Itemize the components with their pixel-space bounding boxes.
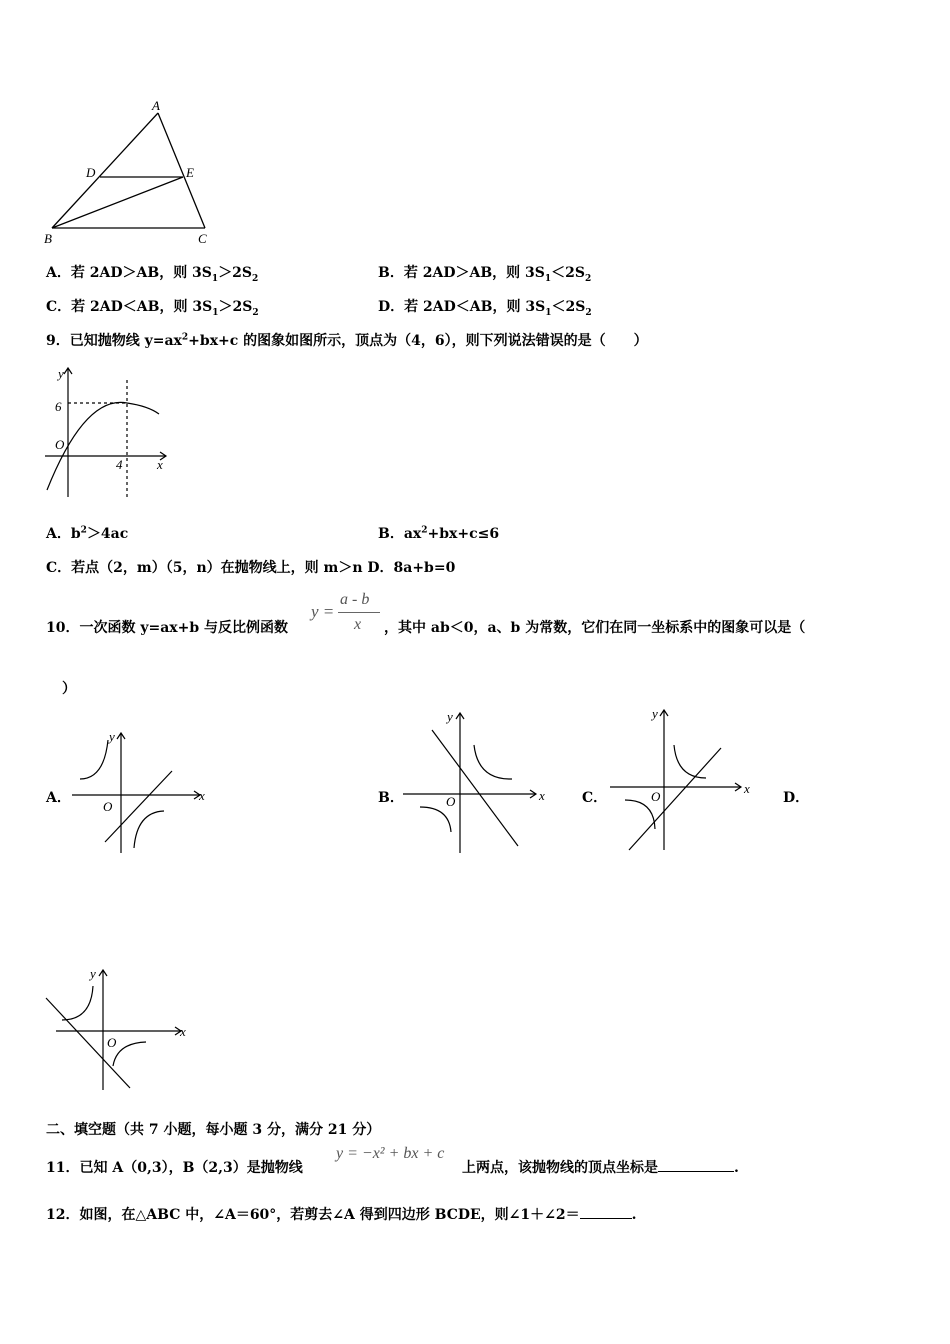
q12-answer-blank[interactable] bbox=[580, 1218, 632, 1219]
svg-text:O: O bbox=[103, 799, 113, 814]
q10-frac-denominator: x bbox=[354, 616, 362, 633]
label-c: C bbox=[198, 231, 207, 246]
q11-answer-blank[interactable] bbox=[658, 1171, 734, 1172]
label-e: E bbox=[186, 165, 194, 180]
graph-d-line bbox=[46, 998, 130, 1088]
svg-text:x: x bbox=[539, 788, 545, 803]
q11-formula: y = −x² + bx + c bbox=[336, 1145, 445, 1162]
q10-stem-post: ，其中 ab＜0，a、b 为常数，它们在同一坐标系中的图象可以是（ bbox=[384, 620, 806, 636]
graph-four-label: 4 bbox=[116, 457, 123, 472]
q8-option-a: A．若 2AD＞AB，则 $3S_1>2S_2$ bbox=[46, 265, 259, 284]
q10-option-b-label: B． bbox=[378, 790, 404, 806]
graph-x-label: x bbox=[157, 457, 163, 472]
svg-text:x: x bbox=[180, 1024, 186, 1039]
svg-text:y: y bbox=[109, 729, 115, 744]
label-d: D bbox=[86, 165, 96, 180]
q11-stem-pre: 11．已知 A（0,3），B（2,3）是抛物线 bbox=[46, 1160, 303, 1176]
q12-stem: 12．如图，在△ABC 中，∠A＝60°，若剪去∠A 得到四边形 BCDE，则∠1＋∠2＝ . bbox=[46, 1207, 637, 1223]
q10-option-c-label: C． bbox=[582, 790, 608, 806]
label-b: B bbox=[44, 231, 52, 246]
q8-option-b: B．若 2AD＞AB，则 $3S_1<2S_2$ bbox=[378, 265, 592, 284]
q10-frac-numerator: a - b bbox=[340, 591, 370, 608]
svg-text:x: x bbox=[744, 781, 750, 796]
svg-text:x: x bbox=[199, 788, 205, 803]
svg-text:O: O bbox=[651, 789, 661, 804]
q11-stem-post: 上两点，该抛物线的顶点坐标是 . bbox=[462, 1160, 739, 1176]
q10-frac-lhs: y = bbox=[311, 602, 335, 621]
q9-stem: 9．已知抛物线 $y=ax^2+bx+c$ 的图象如图所示，顶点为（4，6），则下列说法错误的是（ ） bbox=[46, 332, 648, 349]
svg-text:O: O bbox=[446, 794, 456, 809]
q10-option-d-label: D． bbox=[783, 790, 810, 806]
svg-text:y: y bbox=[652, 706, 658, 721]
q8-option-c: C．若 2AD＜AB，则 $3S_1>2S_2$ bbox=[46, 299, 259, 318]
q9-option-b: B．$ax^2+bx+c\le 6$ bbox=[378, 525, 500, 542]
graph-origin-label: O bbox=[55, 437, 65, 452]
svg-text:y: y bbox=[90, 966, 96, 981]
q9-option-c-d: C．若点（2，m）（5，n）在抛物线上，则 m＞n D．8a+b=0 bbox=[46, 560, 456, 576]
q10-stem-pre: 10．一次函数 y=ax+b 与反比例函数 bbox=[46, 620, 289, 636]
q10-option-a-label: A． bbox=[46, 790, 71, 806]
svg-text:O: O bbox=[107, 1035, 117, 1050]
q8-option-d: D．若 2AD＜AB，则 $3S_1<2S_2$ bbox=[378, 299, 592, 318]
section-2-title: 二、填空题（共 7 小题，每小题 3 分，满分 21 分） bbox=[46, 1122, 381, 1138]
graph-d-hyperbola-upper-left bbox=[62, 986, 93, 1020]
q9-option-a: A．$b^2>4ac$ bbox=[46, 525, 129, 542]
q10-stem-close: ） bbox=[62, 681, 76, 697]
svg-text:y: y bbox=[447, 709, 453, 724]
graph-y-label: y bbox=[58, 366, 64, 381]
graph-d-hyperbola-lower-right bbox=[113, 1042, 146, 1066]
graph-six-label: 6 bbox=[55, 399, 62, 414]
label-a: A bbox=[152, 98, 160, 113]
